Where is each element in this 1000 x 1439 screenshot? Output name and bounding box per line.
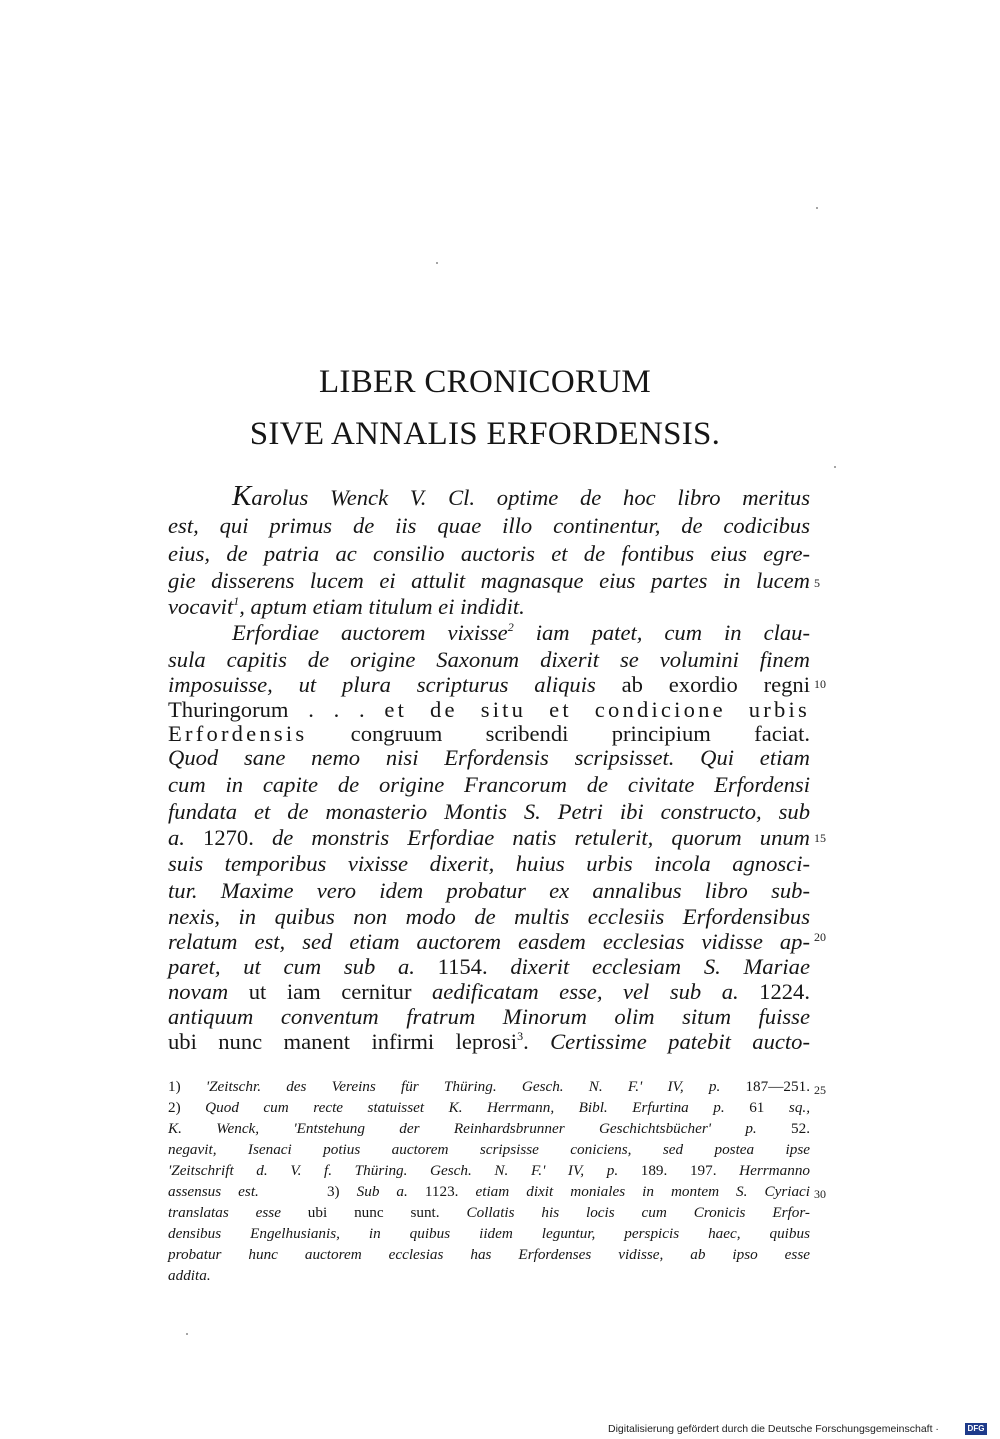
text-line: cum in capite de origine Francorum de civitate Erfordensi [168, 772, 810, 797]
text-line: sula capitis de origine Saxonum dixerit se volumini finem [168, 647, 810, 672]
text-line: ubi nunc manent infirmi leprosi$^3$. Certissime patebit aucto- [168, 1029, 810, 1054]
title-line-1: LIBER CRONICORUM [318, 364, 652, 400]
text-line: Erfordensis congruum scribendi principium faciat. [168, 721, 810, 746]
text-line: tur. Maxime vero idem probatur ex annalibus libro sub- [168, 878, 810, 903]
text-line: Thuringorum . . . et de situ et condicione urbis [168, 697, 810, 722]
text-line: suis temporibus vixisse dixerit, huius urbis incola agnosci- [168, 851, 810, 876]
scan-speck [816, 207, 818, 209]
text-line: fundata et de monasterio Montis S. Petri ibi constructo, sub [168, 799, 810, 824]
dfg-logo: DFG [965, 1423, 987, 1435]
title-line-2: SIVE ANNALIS ERFORDENSIS. [249, 416, 721, 452]
scan-speck [436, 262, 438, 264]
line-number: 5 [814, 576, 820, 590]
footnote-line: densibus Engelhusianis, in quibus iidem leguntur, perspicis haec, quibus [168, 1225, 810, 1242]
line-number: 25 [814, 1083, 826, 1097]
line-number: 10 [814, 677, 826, 691]
text-line: Quod sane nemo nisi Erfordensis scripsisset. Qui etiam [168, 745, 810, 770]
text-line: Erfordiae auctorem vixisse$^2$ iam patet, cum in clau- [232, 620, 810, 645]
footnote-line: addita. [168, 1267, 211, 1284]
text-line: eius, de patria ac consilio auctoris et de fontibus eius egre- [168, 541, 810, 566]
text-line: nexis, in quibus non modo de multis ecclesiis Erfordensibus [168, 904, 810, 929]
line-number: 15 [814, 831, 826, 845]
line-number: 30 [814, 1187, 826, 1201]
text-line: paret, ut cum sub a. 1154. dixerit ecclesiam S. Mariae [168, 954, 810, 979]
footnote-line: 'Zeitschrift d. V. f. Thüring. Gesch. N. F.' IV, p. 189. 197. Herrmanno [168, 1162, 811, 1179]
text-line: relatum est, sed etiam auctorem easdem ecclesias vidisse ap- [168, 929, 810, 954]
footnote-line: 1) 'Zeitschr. des Vereins für Thüring. Gesch. N. F.' IV, p. 187—251. [168, 1078, 811, 1095]
footnote-line: translatas esse ubi nunc sunt. Collatis his locis cum Cronicis Erfor- [168, 1204, 810, 1221]
footnote-line: probatur hunc auctorem ecclesias has Erfordenses vidisse, ab ipso esse [168, 1246, 810, 1263]
text-line: antiquum conventum fratrum Minorum olim situm fuisse [168, 1004, 810, 1029]
text-line: est, qui primus de iis quae illo continentur, de codicibus [168, 513, 810, 538]
scan-speck [834, 466, 836, 468]
footnote-line: assensus est. 3) Sub a. 1123. etiam dixit moniales in montem S. Cyriaci [168, 1183, 811, 1200]
footnote-line: K. Wenck, 'Entstehung der Reinhardsbrunner Geschichtsbücher' p. 52. [168, 1120, 811, 1137]
line-number: 20 [814, 930, 826, 944]
funding-notice: Digitalisierung gefördert durch die Deutsche Forschungsgemeinschaft · [608, 1423, 939, 1435]
scan-speck [186, 1333, 188, 1335]
text-line: imposuisse, ut plura scripturus aliquis ab exordio regni [168, 672, 810, 697]
text-line: novam ut iam cernitur aedificatam esse, vel sub a. 1224. [168, 979, 810, 1004]
footnote-line: negavit, Isenaci potius auctorem scripsisse coniciens, sed postea ipse [168, 1141, 810, 1158]
text-line: Karolus Wenck V. Cl. optime de hoc libro meritus [232, 480, 810, 512]
footnote-line: 2) Quod cum recte statuisset K. Herrmann, Bibl. Erfurtina p. 61 sq., [168, 1099, 811, 1116]
text-line: vocavit$^1$, aptum etiam titulum ei indidit. [168, 594, 525, 619]
text-line: a. 1270. de monstris Erfordiae natis retulerit, quorum unum [168, 825, 810, 850]
text-line: gie disserens lucem ei attulit magnasque eius partes in lucem [168, 568, 810, 593]
